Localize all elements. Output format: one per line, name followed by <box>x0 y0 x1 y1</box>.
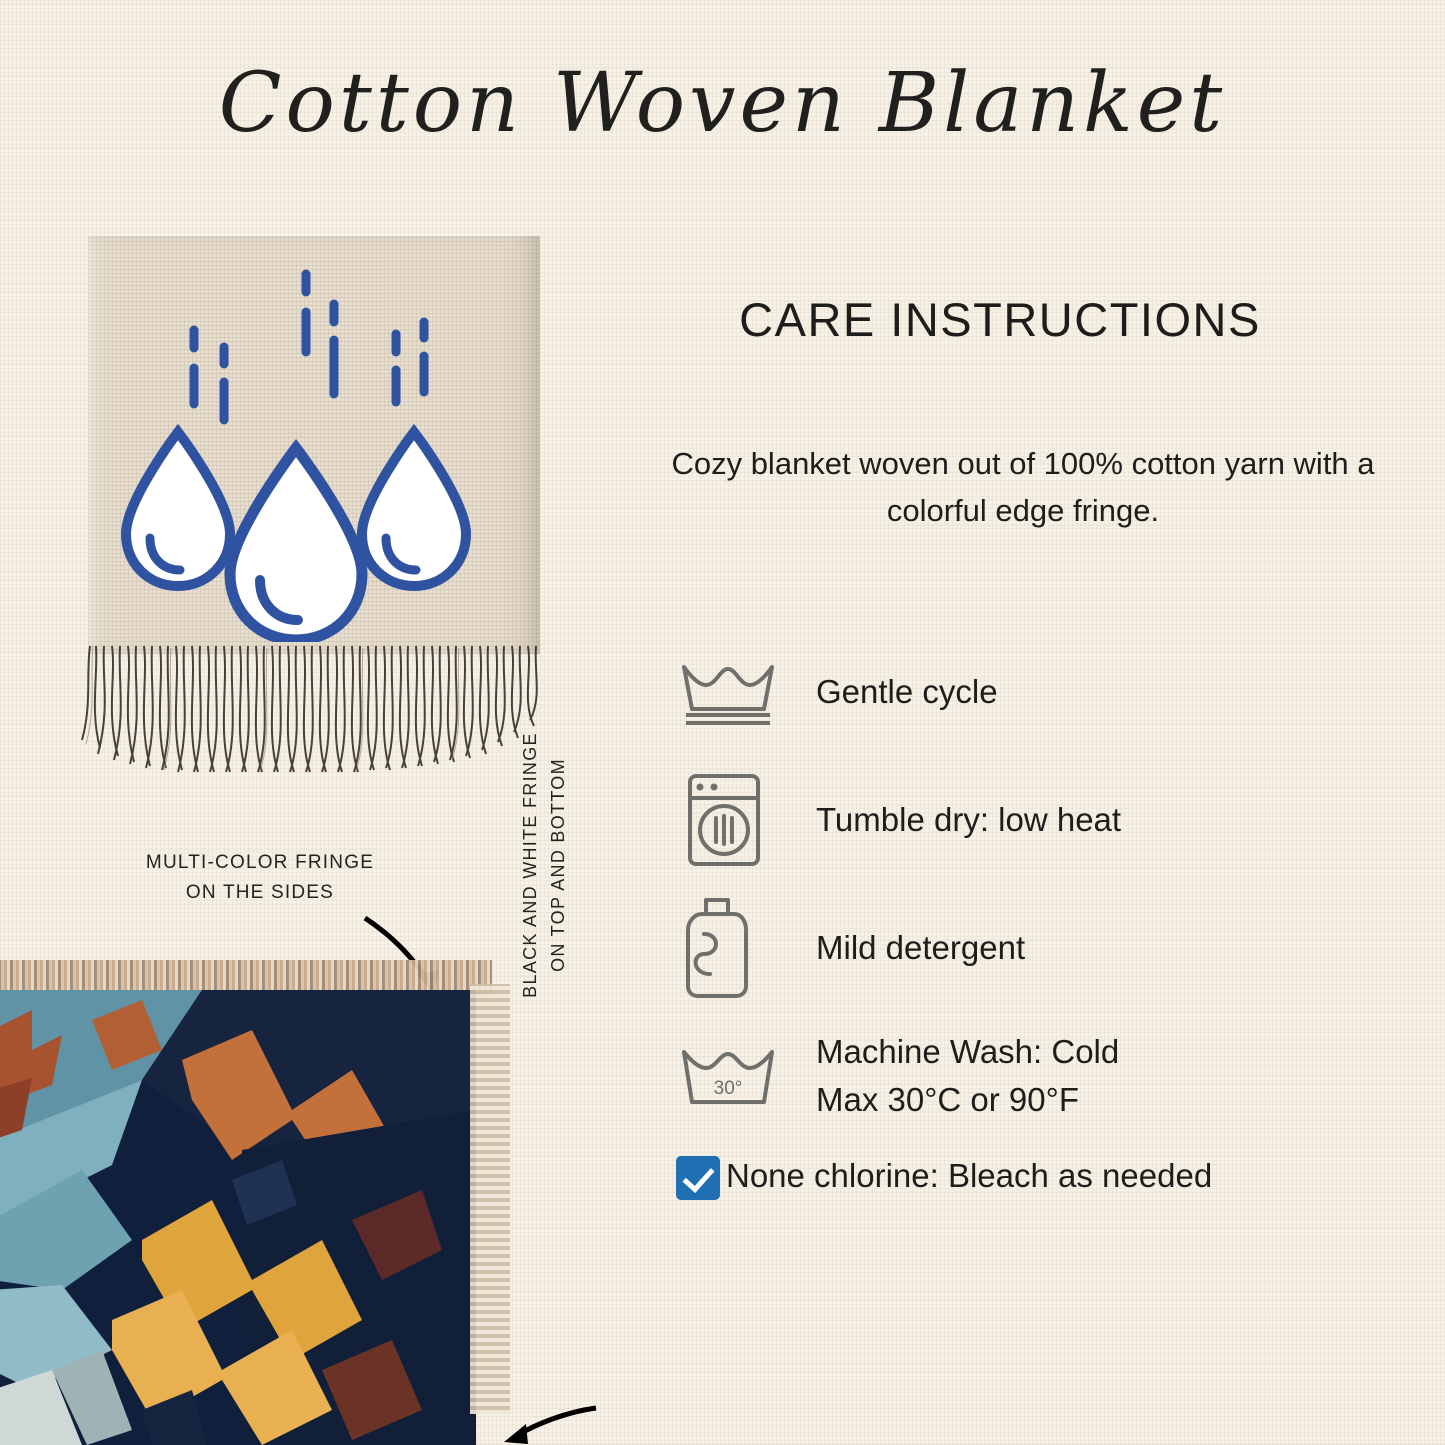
care-item-label-line2: Max 30°C or 90°F <box>816 1081 1079 1118</box>
rug-pattern <box>0 990 476 1445</box>
care-item-gentle-cycle <box>676 628 1416 756</box>
care-item-label: None chlorine: Bleach as needed <box>726 1157 1213 1194</box>
checkbox-checked-icon[interactable] <box>676 1156 720 1200</box>
blanket-photo <box>88 236 540 796</box>
fringe-side-caption <box>60 848 460 908</box>
care-item-mild-detergent <box>676 884 1416 1012</box>
page-title: Cotton Woven Blanket <box>218 56 1227 151</box>
wash-temp-label: 30° <box>713 1078 743 1099</box>
fringe-top-bottom-caption <box>516 700 576 1030</box>
care-item-label: Tumble dry: low heat <box>816 801 1122 838</box>
care-item-label: Mild detergent <box>816 929 1026 966</box>
product-description: Cozy blanket woven out of 100% cotton yarn with a colorful edge fringe. <box>671 446 1375 528</box>
arrow-to-bottom-fringe-icon <box>496 1398 606 1445</box>
blanket-fabric <box>88 236 540 654</box>
rug-fringe-right <box>470 984 510 1414</box>
water-drop-icon <box>106 252 522 642</box>
care-item-label: Gentle cycle <box>816 673 998 710</box>
fringe-top-bottom-caption-line1: BLACK AND WHITE FRINGE <box>520 732 540 998</box>
care-instruction-list <box>676 628 1416 1202</box>
care-item-tumble-dry <box>676 756 1416 884</box>
tumble-dryer-icon <box>676 775 784 865</box>
care-instructions-heading: CARE INSTRUCTIONS <box>739 293 1261 346</box>
wash-tub-30-icon <box>676 1031 784 1121</box>
care-item-label-line1: Machine Wash: Cold <box>816 1033 1120 1070</box>
detergent-bottle-icon <box>676 903 784 993</box>
care-item-label <box>784 1028 1119 1124</box>
care-item-bleach <box>676 1150 1416 1202</box>
fringe-side-caption-line2: ON THE SIDES <box>185 882 335 903</box>
fringe-top-bottom-caption-line2: ON TOP AND BOTTOM <box>548 758 568 972</box>
blanket-fringe <box>62 644 566 774</box>
care-item-machine-wash-cold <box>676 1012 1416 1140</box>
fringe-side-caption-line1: MULTI-COLOR FRINGE <box>145 852 375 873</box>
patterned-blanket-photo <box>0 960 528 1445</box>
hand-wash-tub-icon <box>676 647 784 737</box>
